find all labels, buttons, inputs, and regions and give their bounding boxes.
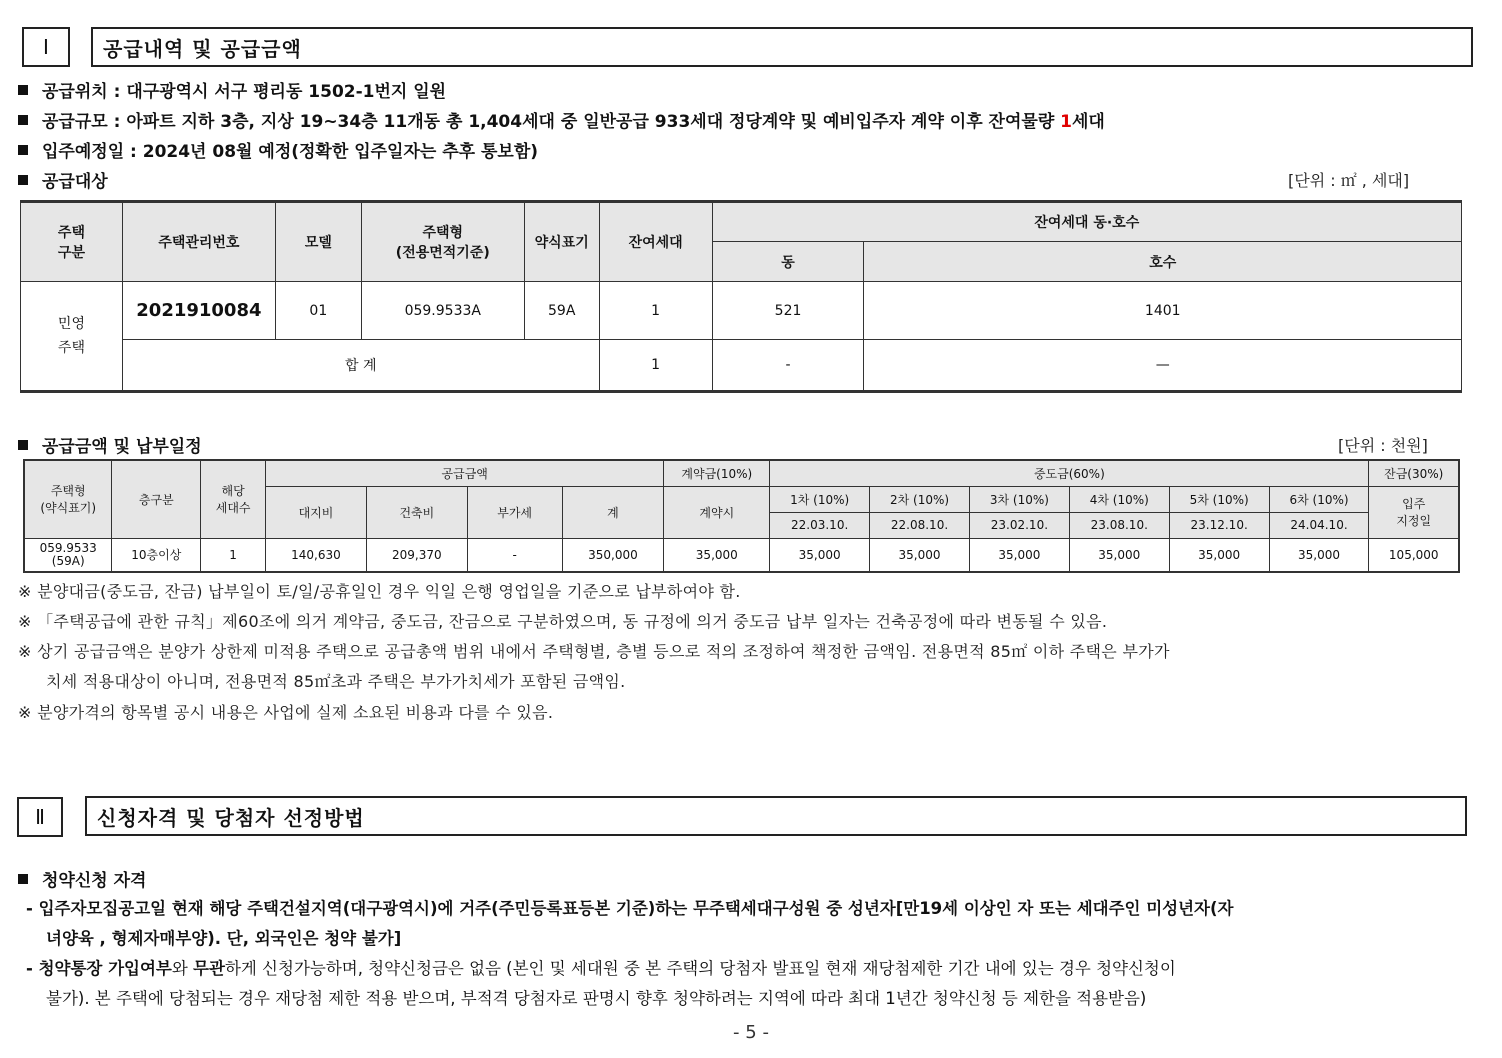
header-sum: 계 [562, 486, 664, 538]
cell-dong: 521 [712, 282, 864, 340]
cell-balance: 105,000 [1369, 538, 1459, 572]
note-4: ※ 분양가격의 항목별 공시 내용은 사업에 실제 소요된 비용과 다를 수 있음. [18, 703, 554, 722]
section2-title: 신청자격 및 당첨자 선정방법 [85, 796, 1467, 836]
cell-total-dong: - [712, 340, 864, 392]
cell-middle-6: 35,000 [1269, 538, 1369, 572]
cell-house-type: 민영 주택 [21, 282, 123, 392]
page-number: - 5 - [733, 1022, 769, 1043]
payment-schedule-table [23, 459, 1460, 573]
header-house-form: 주택형 (약식표기) [24, 460, 112, 538]
cell-total-label: 합 계 [122, 340, 599, 392]
qualification-line-1: - 입주자모집공고일 현재 해당 주택건설지역(대구광역시)에 거주(주민등록표등본 기준)하는 무주택세대구성원 중 성년자[만19세 이상인 자 또는 세대주인 미성년자(자 [26, 899, 1234, 918]
header-dong: 동 [712, 242, 864, 282]
header-round-1: 1차 (10%) [770, 486, 870, 512]
header-house-type: 주택 구분 [21, 202, 123, 282]
header-date-4: 23.08.10. [1069, 512, 1169, 538]
cell-house-form: 059.9533A [361, 282, 524, 340]
table-row-total [21, 340, 1462, 392]
cell-house-form: 059.9533 (59A) [24, 538, 112, 572]
header-remaining: 잔여세대 [599, 202, 712, 282]
square-bullet-icon [18, 440, 28, 450]
unit-label-price: [단위 : 천원] [1338, 436, 1428, 455]
bold-bankbook: 청약통장 가입여부 [38, 959, 172, 978]
cell-building: 209,370 [366, 538, 467, 572]
bullet-movein: 입주예정일 : 2024년 08월 예정(정확한 입주일자는 추후 통보함) [18, 137, 538, 162]
note-3b: 치세 적용대상이 아니며, 전용면적 85㎡초과 주택은 부가가치세가 포함된 금액임. [46, 672, 626, 691]
bullet-scale: 공급규모 : 아파트 지하 3층, 지상 19~34층 11개동 총 1,404세대 중 일반공급 933세대 정당계약 및 예비입주자 계약 이후 잔여물량 1세대 [18, 107, 1105, 132]
header-round-4: 4차 (10%) [1069, 486, 1169, 512]
cell-mgmt-no: 2021910084 [122, 282, 275, 340]
bullet-location: 공급위치 : 대구광역시 서구 평리동 1502-1번지 일원 [18, 77, 446, 102]
header-round-5: 5차 (10%) [1169, 486, 1269, 512]
cell-middle-4: 35,000 [1069, 538, 1169, 572]
table-row [24, 538, 1459, 572]
header-households: 해당 세대수 [201, 460, 266, 538]
qualification-line-2: 녀양육 , 형제자매부양). 단, 외국인은 청약 불가] [46, 929, 402, 948]
bullet-price: 공급금액 및 납부일정 [18, 432, 202, 457]
square-bullet-icon [18, 175, 28, 185]
section1-title: 공급내역 및 공급금액 [91, 27, 1473, 67]
header-abbr: 약식표기 [524, 202, 599, 282]
cell-middle-3: 35,000 [969, 538, 1069, 572]
supply-target-table [20, 200, 1462, 393]
cell-abbr: 59A [524, 282, 599, 340]
header-remaining-unit: 잔여세대 동·호수 [712, 202, 1461, 242]
note-2: ※ 「주택공급에 관한 규칙」제60조에 의거 계약금, 중도금, 잔금으로 구분하였으며, 동 규정에 의거 중도금 납부 일자는 건축공정에 따라 변동될 수 있음. [18, 612, 1108, 631]
square-bullet-icon [18, 145, 28, 155]
header-balance: 잔금(30%) [1369, 460, 1459, 486]
cell-remaining: 1 [599, 282, 712, 340]
header-land: 대지비 [266, 486, 367, 538]
header-vat: 부가세 [467, 486, 562, 538]
header-date-2: 22.08.10. [870, 512, 970, 538]
cell-sum: 350,000 [562, 538, 664, 572]
cell-model: 01 [275, 282, 361, 340]
cell-floor: 10층이상 [112, 538, 201, 572]
cell-contract: 35,000 [664, 538, 770, 572]
header-middle: 중도금(60%) [770, 460, 1369, 486]
cell-middle-2: 35,000 [870, 538, 970, 572]
header-date-3: 23.02.10. [969, 512, 1069, 538]
note-1: ※ 분양대금(중도금, 잔금) 납부일이 토/일/공휴일인 경우 익일 은행 영업일을 기준으로 납부하여야 함. [18, 582, 741, 601]
header-building: 건축비 [366, 486, 467, 538]
bullet-target: 공급대상 [18, 167, 108, 192]
cell-households: 1 [201, 538, 266, 572]
header-contract-sub: 계약시 [664, 486, 770, 538]
qualification-line-4: 불가). 본 주택에 당첨되는 경우 재당첨 제한 적용 받으며, 부적격 당첨자로 판명시 향후 청약하려는 지역에 따라 최대 1년간 청약신청 등 제한을 적용받음) [46, 989, 1147, 1008]
header-ho: 호수 [864, 242, 1462, 282]
header-date-6: 24.04.10. [1269, 512, 1369, 538]
header-round-6: 6차 (10%) [1269, 486, 1369, 512]
qualification-line-3: - 청약통장 가입여부와 무관하게 신청가능하며, 청약신청금은 없음 (본인 및 세대원 중 본 주택의 당첨자 발표일 현재 재당첨제한 기간 내에 있는 경우 청약신청이 [26, 959, 1176, 978]
cell-total-remaining: 1 [599, 340, 712, 392]
header-balance-sub: 입주 지정일 [1369, 486, 1459, 538]
header-round-3: 3차 (10%) [969, 486, 1069, 512]
bold-irrelevant: 무관 [193, 959, 225, 978]
cell-middle-5: 35,000 [1169, 538, 1269, 572]
remaining-count-highlight: 1 [1060, 112, 1072, 132]
square-bullet-icon [18, 874, 28, 884]
unit-label-area: [단위 : ㎡ , 세대] [1288, 171, 1410, 190]
cell-ho: 1401 [864, 282, 1462, 340]
header-supply: 공급금액 [266, 460, 664, 486]
section1-number: Ⅰ [22, 27, 70, 67]
header-contract: 계약금(10%) [664, 460, 770, 486]
header-date-5: 23.12.10. [1169, 512, 1269, 538]
header-model: 모델 [275, 202, 361, 282]
cell-land: 140,630 [266, 538, 367, 572]
cell-vat: - [467, 538, 562, 572]
header-house-form: 주택형 (전용면적기준) [361, 202, 524, 282]
header-mgmt-no: 주택관리번호 [122, 202, 275, 282]
cell-total-ho: — [864, 340, 1462, 392]
header-floor: 층구분 [112, 460, 201, 538]
bullet-qualification: 청약신청 자격 [18, 866, 146, 891]
square-bullet-icon [18, 115, 28, 125]
table-row [21, 282, 1462, 340]
note-3a: ※ 상기 공급금액은 분양가 상한제 미적용 주택으로 공급총액 범위 내에서 주택형별, 층별 등으로 적의 조정하여 책정한 금액임. 전용면적 85㎡ 이하 주택은 부가가 [18, 642, 1170, 661]
square-bullet-icon [18, 85, 28, 95]
cell-middle-1: 35,000 [770, 538, 870, 572]
section2-number: Ⅱ [17, 797, 63, 837]
header-date-1: 22.03.10. [770, 512, 870, 538]
header-round-2: 2차 (10%) [870, 486, 970, 512]
